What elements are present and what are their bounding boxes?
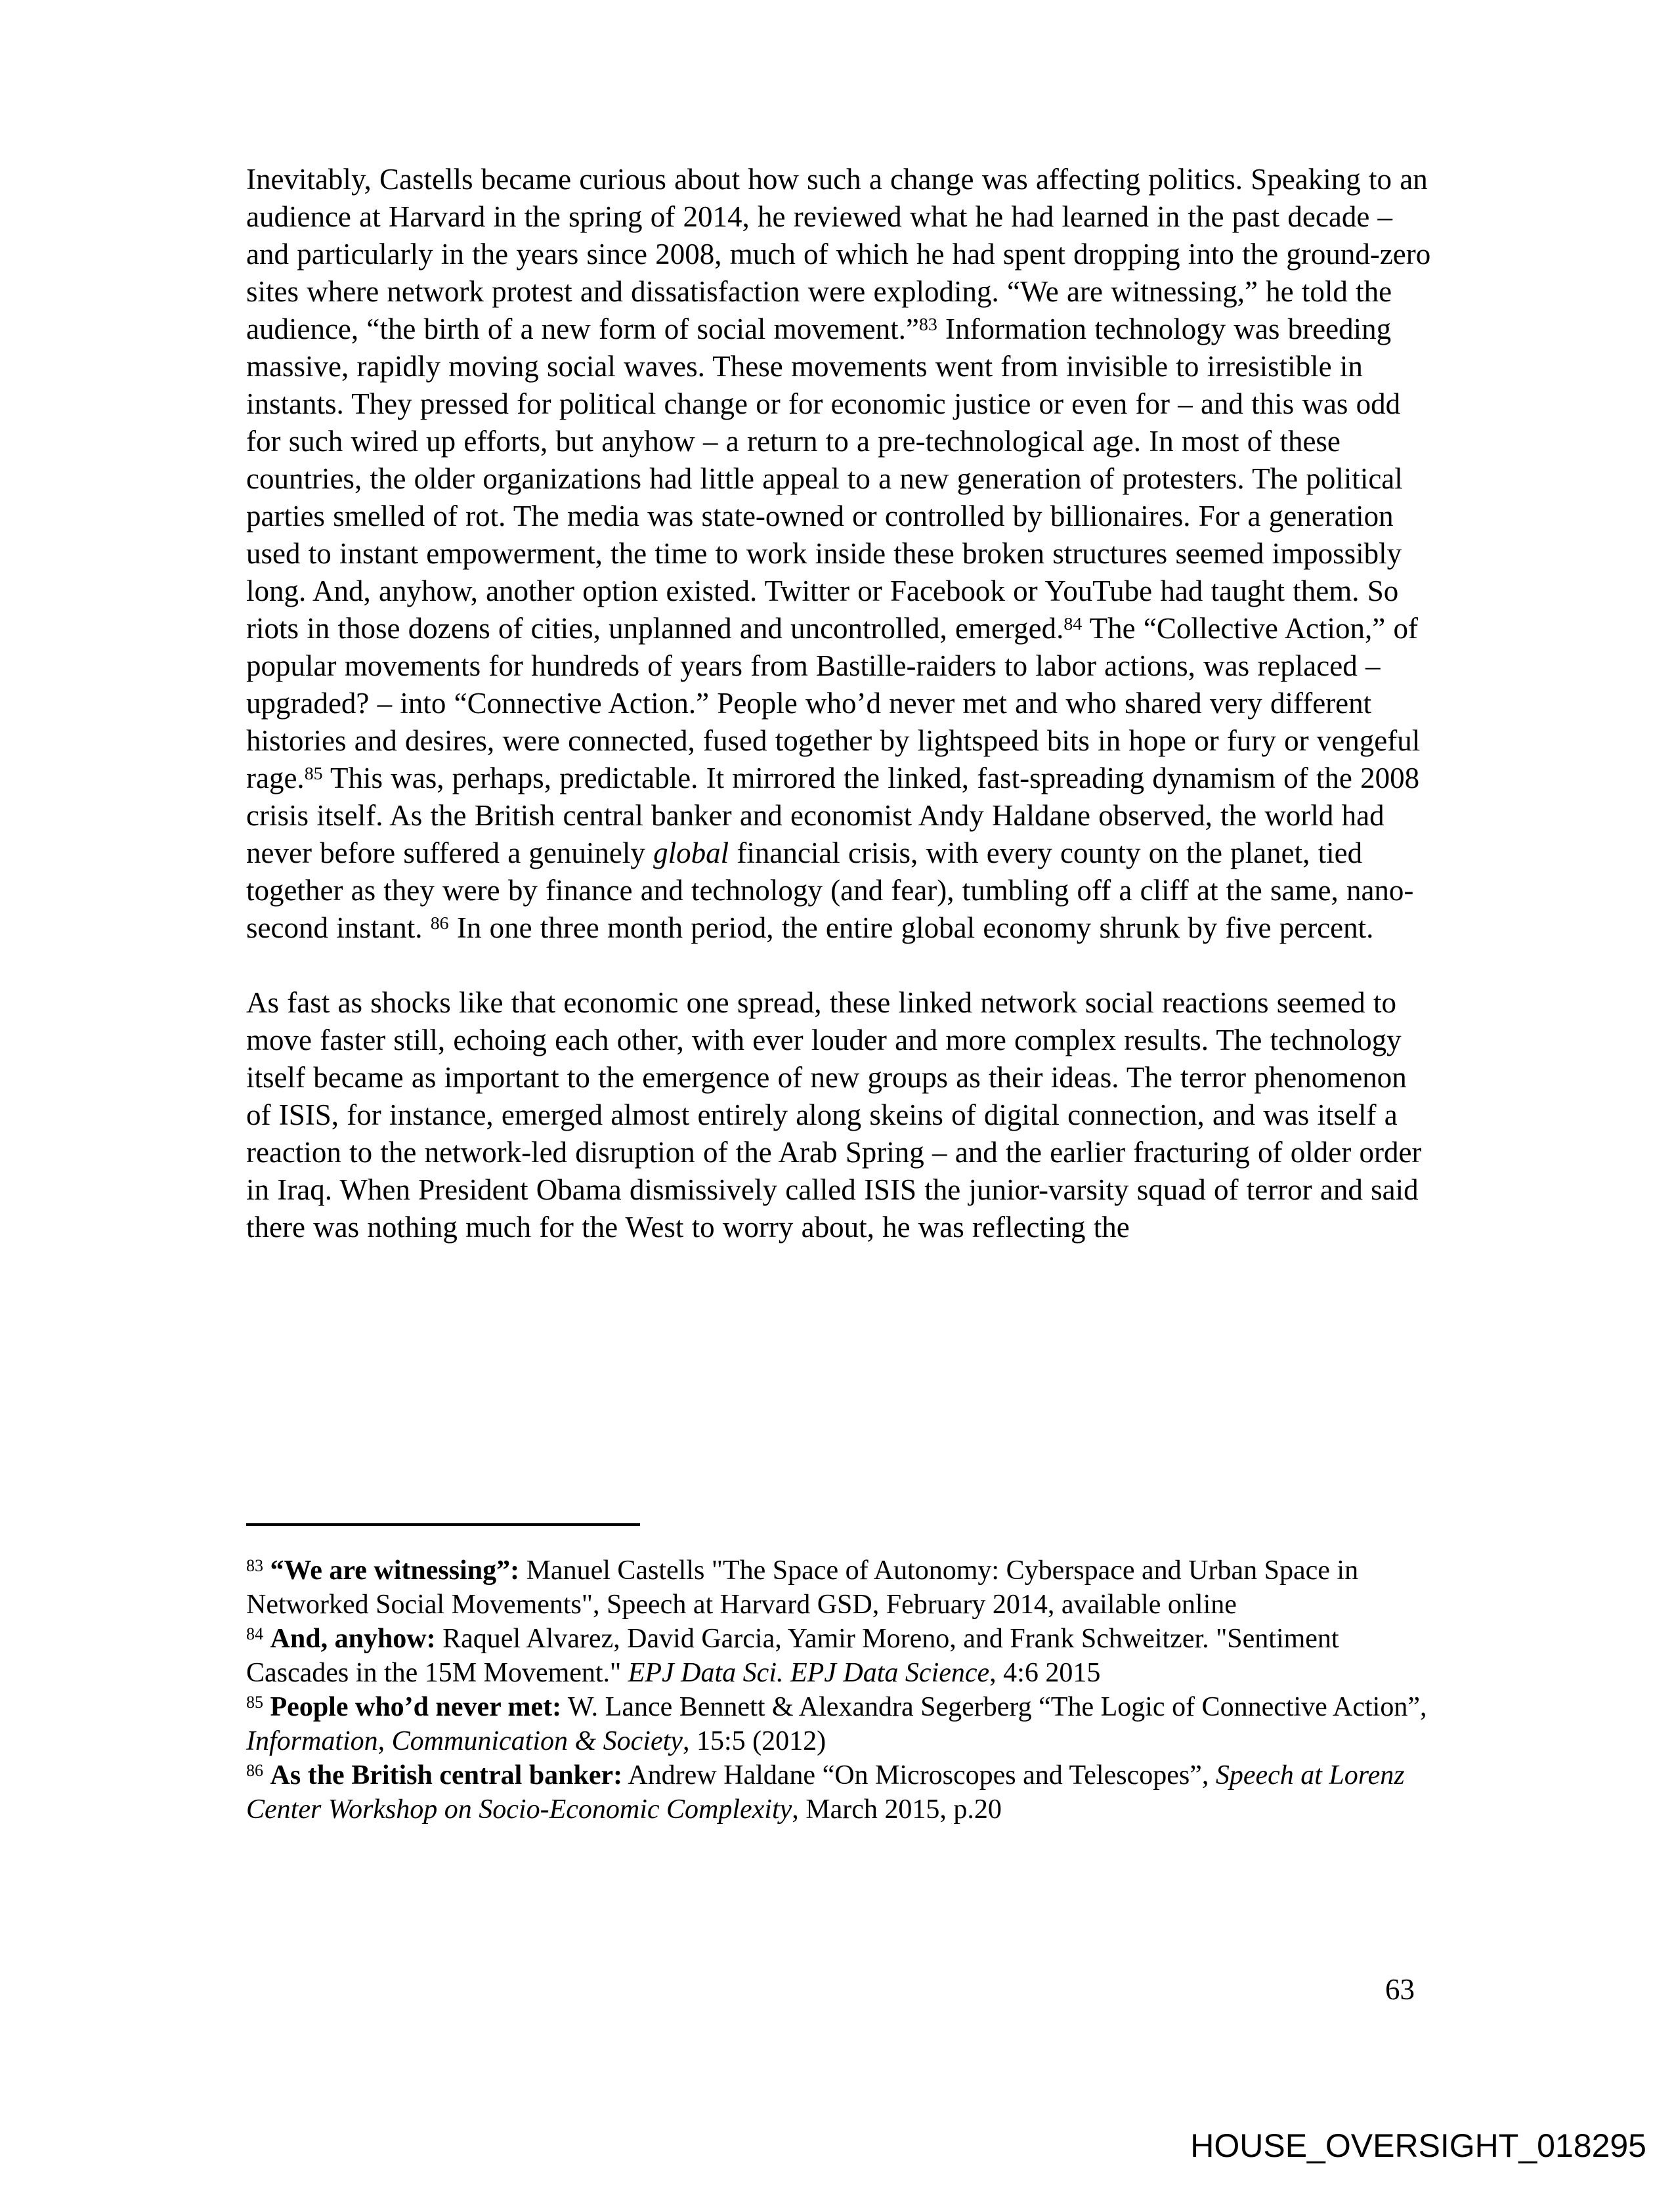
text-run: The “Collective Action,” of popular movements for hundreds of years from Bastille-raiders to labor actions, was replaced – upgraded? – into “Connective Action.” People who’d never met and who shared very different histories and desires, were connected, fused together by lightspeed bits in hope or fury or vengeful rage.	[246, 612, 1421, 794]
footnote-ref-83: 83	[918, 314, 937, 336]
text-run: In one three month period, the entire global economy shrunk by five percent.	[448, 911, 1374, 944]
text-run: Manuel Castells "The Space of Autonomy: Cyberspace and Urban Space in Networked Social Movements", Speech at Harvard GSD, February 2014, available online	[246, 1555, 1359, 1620]
body-paragraph-1	[246, 161, 1438, 947]
footnote-marker-84: 84	[246, 1624, 264, 1644]
footnote-lead: And, anyhow:	[270, 1624, 436, 1654]
text-run: Andrew Haldane “On Microscopes and Telescopes”,	[622, 1760, 1216, 1790]
footnote-marker-86: 86	[246, 1761, 264, 1781]
footnote-ref-85: 85	[304, 764, 323, 785]
text-run: This was, perhaps, predictable. It mirrored the linked, fast-spreading dynamism of the 2008 crisis itself. As the British central banker and economist Andy Haldane observed, the world had never before suffered a genuinely	[246, 762, 1420, 869]
footnote-lead: People who’d never met:	[270, 1692, 562, 1722]
text-run: Raquel Alvarez, David Garcia, Yamir Moreno, and Frank Schweitzer. "Sentiment Cascades in the 15M Movement."	[246, 1624, 1339, 1688]
text-run: , 15:5 (2012)	[682, 1726, 826, 1756]
footnote-83	[246, 1553, 1438, 1622]
bates-stamp: HOUSE_OVERSIGHT_018295	[1190, 2127, 1646, 2164]
footnote-84	[246, 1622, 1438, 1690]
footnote-86	[246, 1758, 1438, 1827]
footnote-lead: “We are witnessing”:	[270, 1555, 520, 1586]
text-run: , March 2015, p.20	[792, 1794, 1002, 1825]
footnote-85	[246, 1690, 1438, 1758]
italic-run: EPJ Data Sci. EPJ Data Science	[628, 1658, 990, 1688]
italic-run: global	[653, 836, 729, 869]
body-paragraph-2	[246, 984, 1438, 1246]
footnote-separator	[246, 1523, 640, 1526]
page-content	[246, 161, 1438, 1246]
footnote-ref-86: 86	[430, 913, 449, 934]
footnote-lead: As the British central banker:	[270, 1760, 623, 1790]
text-run: As fast as shocks like that economic one spread, these linked network social reactions seemed to move faster still, echoing each other, with ever louder and more complex results. The technology itself became as important to the emergence of new groups as their ideas. The terror phenomenon of ISIS, for instance, emerged almost entirely along skeins of digital connection, and was itself a reaction to the network-led disruption of the Arab Spring – and the earlier fracturing of older order in Iraq. When President Obama dismissively called ISIS the junior-varsity squad of terror and said there was nothing much for the West to worry about, he was reflecting the	[246, 986, 1422, 1244]
footnote-marker-83: 83	[246, 1556, 264, 1576]
text-run: Inevitably, Castells became curious about how such a change was affecting politics. Speaking to an audience at Harvard in the spring of 2014, he reviewed what he had learned in the past decade – and particularly in the years since 2008, much of which he had spent dropping into the ground-zero sites where network protest and dissatisfaction were exploding. “We are witnessing,” he told the audience, “the birth of a new form of social movement.”	[246, 163, 1431, 345]
text-run: , 4:6 2015	[989, 1658, 1101, 1688]
page-number: 63	[1385, 1973, 1415, 2006]
text-run: Information technology was breeding massive, rapidly moving social waves. These movements went from invisible to irresistible in instants. They pressed for political change or for economic justice or even for – and this was odd for such wired up efforts, but anyhow – a return to a pre-technological age. In most of these countries, the older organizations had little appeal to a new generation of protesters. The political parties smelled of rot. The media was state-owned or controlled by billionaires. For a generation used to instant empowerment, the time to work inside these broken structures seemed impossibly long. And, anyhow, another option existed. Twitter or Facebook or YouTube had taught them. So riots in those dozens of cities, unplanned and uncontrolled, emerged.	[246, 313, 1403, 645]
text-run: financial crisis, with every county on the planet, tied together as they were by finance and technology (and fear), tumbling off a cliff at the same, nano-second instant.	[246, 836, 1414, 944]
footnote-ref-84: 84	[1063, 614, 1083, 635]
italic-run: Speech at Lorenz Center Workshop on Socio-Economic Complexity	[246, 1760, 1405, 1825]
text-run: W. Lance Bennett & Alexandra Segerberg “The Logic of Connective Action”,	[561, 1692, 1427, 1722]
footnotes-section	[246, 1523, 1438, 1827]
italic-run: Information, Communication & Society	[246, 1726, 683, 1756]
footnote-marker-85: 85	[246, 1693, 264, 1712]
